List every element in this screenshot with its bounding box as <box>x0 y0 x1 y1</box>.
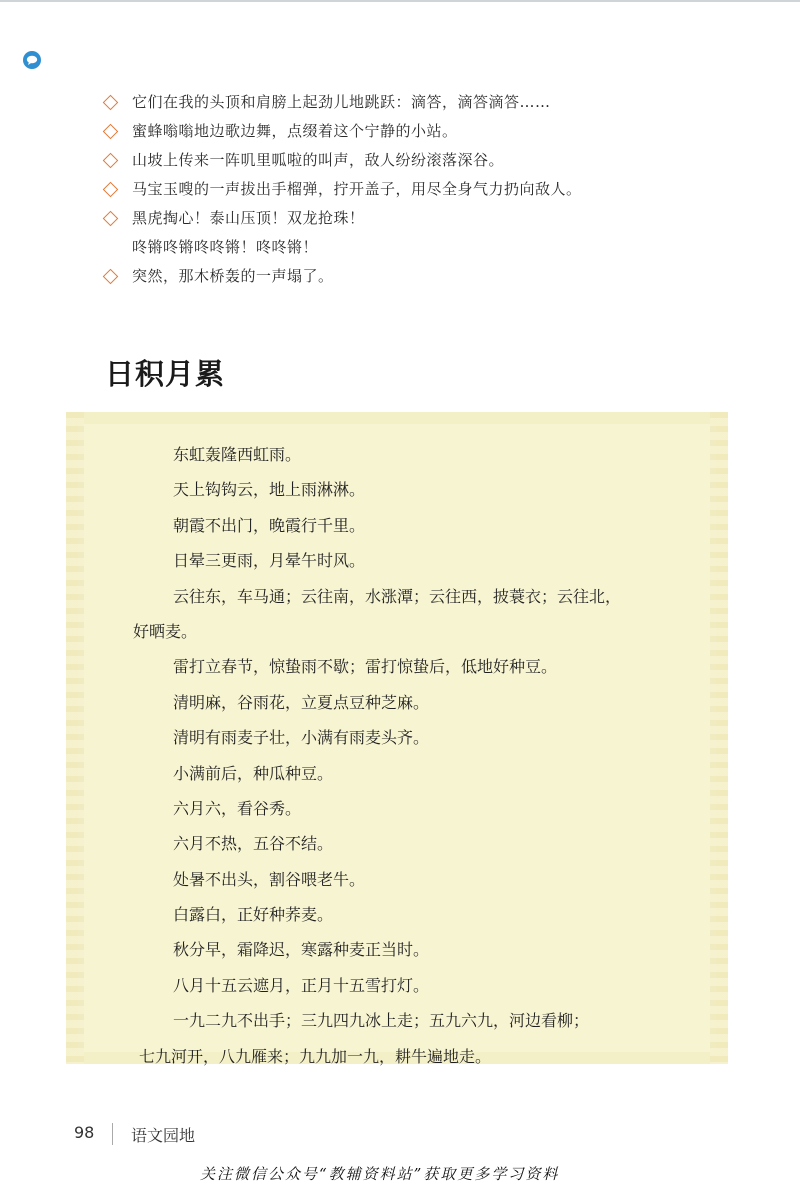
example-text: 咚锵咚锵咚咚锵！咚咚锵！ <box>132 238 319 256</box>
example-item <box>102 117 762 146</box>
saying-line: 秋分早，霜降迟，寒露种麦正当时。 <box>173 940 430 960</box>
diamond-bullet-icon <box>102 117 118 146</box>
section-title: 日积月累 <box>105 357 226 391</box>
saying-line: 日晕三更雨，月晕午时风。 <box>173 551 366 571</box>
page-number: 98 <box>74 1123 95 1142</box>
footer-section-label: 语文园地 <box>131 1126 196 1145</box>
diamond-bullet-icon <box>102 146 118 175</box>
saying-line: 好晒麦。 <box>133 621 198 641</box>
saying-line: 处暑不出头，割谷喂老牛。 <box>173 869 366 889</box>
saying-line: 清明麻，谷雨花，立夏点豆种芝麻。 <box>173 692 430 712</box>
sayings-list <box>107 437 677 1074</box>
example-text: 黑虎掏心！泰山压顶！双龙抢珠！ <box>132 209 365 227</box>
saying-line: 东虹轰隆西虹雨。 <box>173 445 302 464</box>
saying-line: 六月六，看谷秀。 <box>173 798 302 818</box>
speech-bubble-icon <box>22 50 42 70</box>
example-item <box>102 88 762 117</box>
saying-line: 天上钩钩云，地上雨淋淋。 <box>173 480 366 500</box>
example-item <box>102 146 762 175</box>
diamond-bullet-icon <box>102 262 118 291</box>
saying-line: 雷打立春节，惊蛰雨不歇；雷打惊蛰后，低地好种豆。 <box>173 657 558 677</box>
example-text: 突然，那木桥轰的一声塌了。 <box>132 267 334 285</box>
diamond-bullet-icon <box>102 204 118 233</box>
saying-line: 小满前后，种瓜种豆。 <box>173 763 334 783</box>
example-text: 它们在我的头顶和肩膀上起劲儿地跳跃：滴答，滴答滴答…… <box>132 93 551 111</box>
saying-line: 八月十五云遮月，正月十五雪打灯。 <box>173 975 430 995</box>
diamond-bullet-icon <box>102 88 118 117</box>
saying-line: 七九河开，八九雁来；九九加一九，耕牛遍地走。 <box>139 1046 492 1066</box>
saying-line: 白露白，正好种荞麦。 <box>173 905 334 925</box>
top-border <box>0 0 800 2</box>
example-sentences <box>102 88 762 291</box>
example-item <box>102 262 762 291</box>
diamond-bullet-icon <box>102 175 118 204</box>
saying-line: 云往东，车马通；云往南，水涨潭；云往西，披蓑衣；云往北， <box>173 586 622 606</box>
example-item <box>102 175 762 204</box>
saying-line: 清明有雨麦子壮，小满有雨麦头齐。 <box>173 728 430 748</box>
saying-line: 六月不热，五谷不结。 <box>173 834 334 854</box>
watermark-text: 关注微信公众号“教辅资料站”获取更多学习资料 <box>200 1165 560 1183</box>
saying-line: 朝霞不出门，晚霞行千里。 <box>173 515 366 535</box>
example-text: 蜜蜂嗡嗡地边歌边舞，点缀着这个宁静的小站。 <box>132 122 458 140</box>
footer-divider <box>112 1123 113 1145</box>
example-item-continuation <box>102 233 762 262</box>
example-text: 山坡上传来一阵叽里呱啦的叫声，敌人纷纷滚落深谷。 <box>132 151 505 169</box>
saying-line: 一九二九不出手；三九四九冰上走；五九六九，河边看柳； <box>173 1011 590 1031</box>
example-item <box>102 204 762 233</box>
example-text: 马宝玉嗖的一声拔出手榴弹，拧开盖子，用尽全身气力扔向敌人。 <box>132 180 582 198</box>
